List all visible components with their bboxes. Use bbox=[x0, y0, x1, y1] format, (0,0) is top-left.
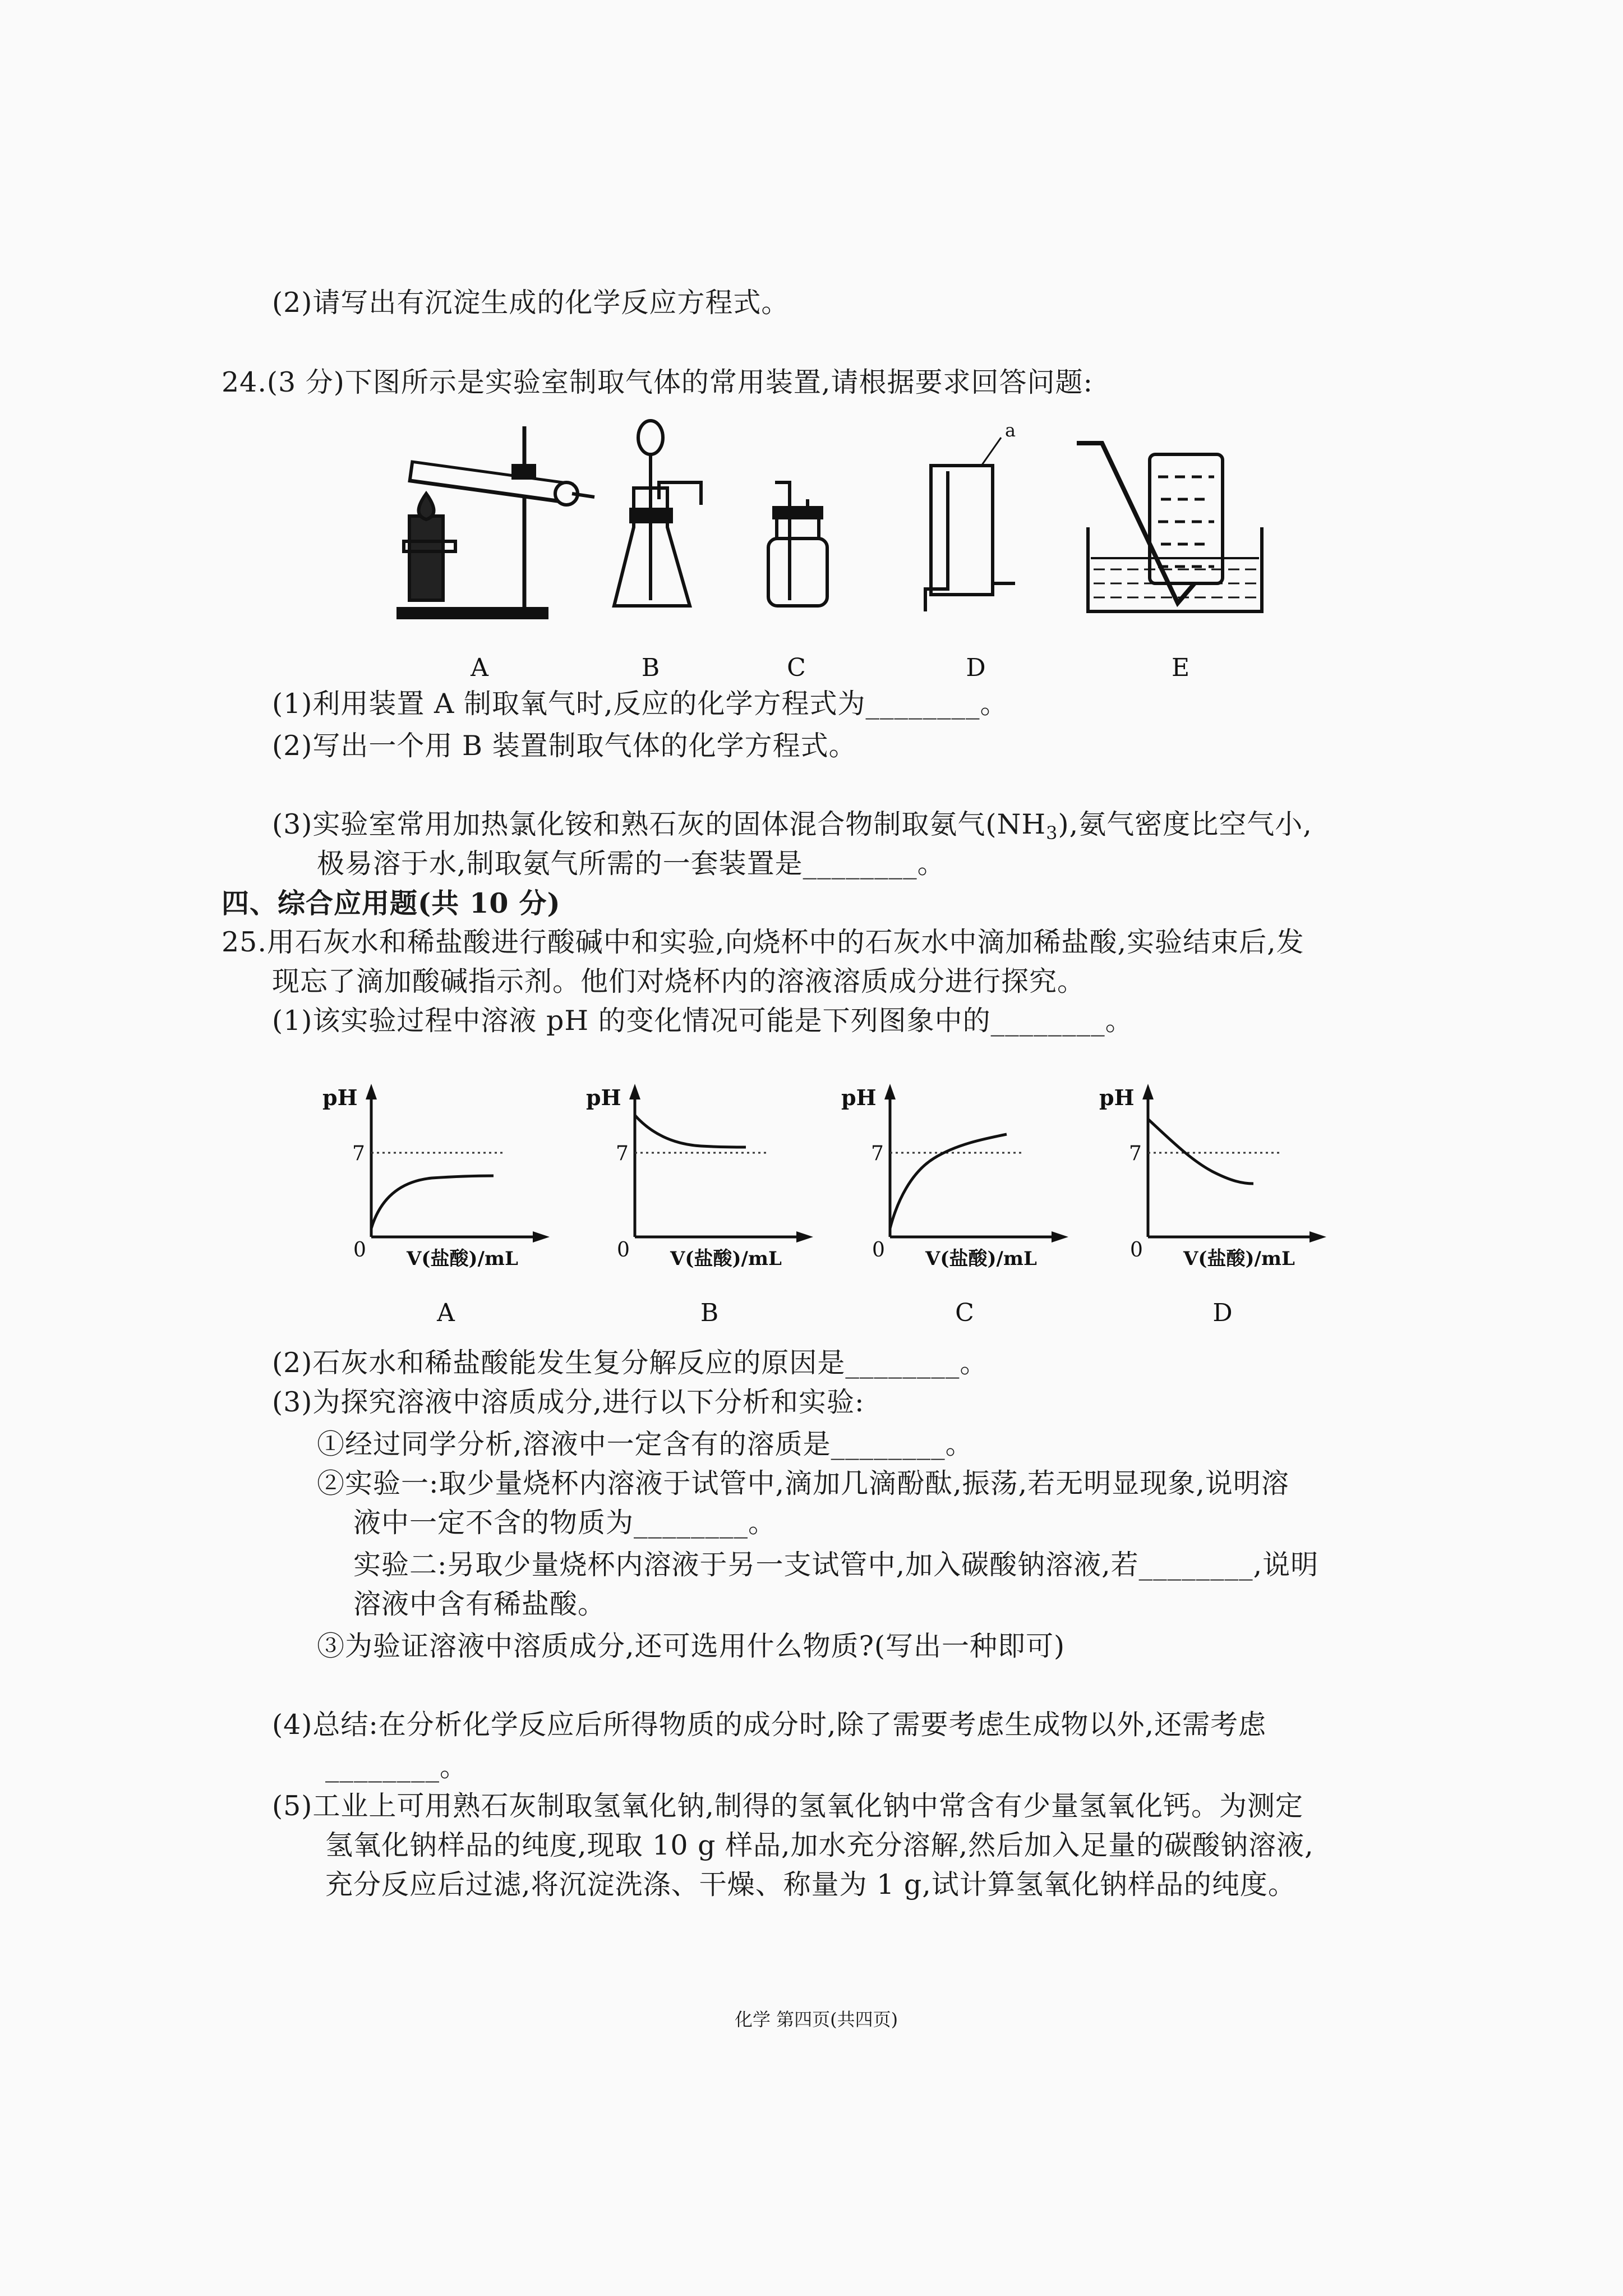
q23-part2: (2)请写出有沉淀生成的化学反应方程式。 bbox=[272, 287, 790, 319]
origin-label: 0 bbox=[1130, 1239, 1143, 1262]
graph-label: A bbox=[437, 1299, 455, 1327]
origin-label: 0 bbox=[872, 1239, 885, 1262]
apparatus-label-e: E bbox=[1171, 654, 1190, 682]
q25-part3: (3)为探究溶液中溶质成分,进行以下分析和实验: bbox=[272, 1386, 865, 1418]
apparatus-label-c: C bbox=[787, 654, 806, 682]
apparatus-b-drawing bbox=[614, 421, 701, 606]
apparatus-label-d: D bbox=[966, 654, 986, 682]
y-axis-arrow bbox=[366, 1084, 377, 1099]
section-heading: 四、综合应用题(共 10 分) bbox=[222, 887, 561, 919]
q25-part4-line1: (4)总结:在分析化学反应后所得物质的成分时,除了需要考虑生成物以外,还需考虑 bbox=[272, 1709, 1267, 1741]
apparatus-e-drawing bbox=[1077, 443, 1262, 611]
graph-label: C bbox=[955, 1299, 974, 1327]
y-axis-label: pH bbox=[322, 1085, 358, 1110]
x-axis-label: V(盐酸)/mL bbox=[670, 1248, 782, 1270]
graph-label: B bbox=[700, 1299, 719, 1327]
q25-part3-item2-line1: ②实验一:取少量烧杯内溶液于试管中,滴加几滴酚酞,振荡,若无明显现象,说明溶 bbox=[317, 1467, 1289, 1499]
apparatus-d-marker: a bbox=[1005, 420, 1016, 441]
ph-graph-d bbox=[1099, 1084, 1326, 1327]
q25-part3-item3: ③为验证溶液中溶质成分,还可选用什么物质?(写出一种即可) bbox=[317, 1630, 1066, 1662]
origin-label: 0 bbox=[617, 1239, 630, 1262]
q25-intro-line2: 现忘了滴加酸碱指示剂。他们对烧杯内的溶液溶质成分进行探究。 bbox=[272, 965, 1086, 997]
q24-part3-line2: 极易溶于水,制取氨气所需的一套装置是________。 bbox=[317, 848, 946, 880]
y-axis-label: pH bbox=[586, 1085, 621, 1110]
y-tick-7: 7 bbox=[616, 1142, 629, 1165]
y-axis-label: pH bbox=[1099, 1085, 1135, 1110]
q25-part3-item2-line2: 液中一定不含的物质为________。 bbox=[353, 1507, 777, 1539]
apparatus-a-drawing bbox=[398, 426, 594, 618]
q25-part3-item2-line4: 溶液中含有稀盐酸。 bbox=[353, 1588, 606, 1620]
y-axis-arrow bbox=[629, 1084, 640, 1099]
ph-graph-a bbox=[322, 1084, 550, 1327]
ph-curve bbox=[635, 1115, 746, 1147]
y-tick-7: 7 bbox=[352, 1142, 365, 1165]
ph-curve bbox=[890, 1134, 1007, 1228]
q25-part5-line3: 充分反应后过滤,将沉淀洗涤、干燥、称量为 1 g,试计算氢氧化钠样品的纯度。 bbox=[325, 1869, 1296, 1901]
graph-label: D bbox=[1212, 1299, 1233, 1327]
x-axis-label: V(盐酸)/mL bbox=[407, 1248, 518, 1270]
q25-part5-line1: (5)工业上可用熟石灰制取氢氧化钠,制得的氢氧化钠中常含有少量氢氧化钙。为测定 bbox=[272, 1790, 1303, 1822]
page-footer: 化学 第四页(共四页) bbox=[735, 2009, 898, 2030]
ph-curve bbox=[1148, 1119, 1253, 1184]
q25-intro-line1: 25.用石灰水和稀盐酸进行酸碱中和实验,向烧杯中的石灰水中滴加稀盐酸,实验结束后,发 bbox=[222, 926, 1304, 958]
q25-part3-item2-line3: 实验二:另取少量烧杯内溶液于另一支试管中,加入碳酸钠溶液,若________,说明 bbox=[353, 1549, 1319, 1581]
q25-part2: (2)石灰水和稀盐酸能发生复分解反应的原因是________。 bbox=[272, 1347, 988, 1379]
x-axis-arrow bbox=[1052, 1231, 1068, 1243]
q24-part2: (2)写出一个用 B 装置制取气体的化学方程式。 bbox=[272, 730, 857, 762]
y-tick-7: 7 bbox=[871, 1142, 884, 1165]
x-axis-label: V(盐酸)/mL bbox=[1183, 1248, 1295, 1270]
y-axis-arrow bbox=[1142, 1084, 1154, 1099]
x-axis-arrow bbox=[1310, 1231, 1326, 1243]
q25-part4-line2: ________。 bbox=[325, 1751, 468, 1783]
ph-graph-c bbox=[841, 1084, 1068, 1327]
q24-part3-line1: (3)实验室常用加热氯化铵和熟石灰的固体混合物制取氨气$(NH_3)$,氨气密度比空气小, bbox=[272, 808, 1312, 844]
x-axis-arrow bbox=[533, 1231, 550, 1243]
apparatus-label-a: A bbox=[471, 654, 488, 682]
apparatus-d-drawing bbox=[925, 438, 1015, 611]
x-axis-label: V(盐酸)/mL bbox=[925, 1248, 1037, 1270]
ph-curve bbox=[371, 1176, 494, 1228]
q24-part1: (1)利用装置 A 制取氧气时,反应的化学方程式为________。 bbox=[272, 688, 1008, 720]
apparatus-label-b: B bbox=[641, 654, 660, 682]
q25-part5-line2: 氢氧化钠样品的纯度,现取 10 g 样品,加水充分溶解,然后加入足量的碳酸钠溶液, bbox=[325, 1829, 1314, 1861]
ph-graph-b bbox=[586, 1084, 813, 1327]
origin-label: 0 bbox=[353, 1239, 366, 1262]
y-axis-label: pH bbox=[841, 1085, 877, 1110]
x-axis-arrow bbox=[796, 1231, 813, 1243]
apparatus-c-drawing bbox=[768, 482, 827, 606]
ph-graphs-figure bbox=[303, 1066, 1368, 1341]
apparatus-figure bbox=[387, 415, 1273, 684]
q24-heading: 24.(3 分)下图所示是实验室制取气体的常用装置,请根据要求回答问题: bbox=[222, 366, 1093, 398]
y-tick-7: 7 bbox=[1129, 1142, 1142, 1165]
q25-part1: (1)该实验过程中溶液 pH 的变化情况可能是下列图象中的________。 bbox=[272, 1005, 1133, 1037]
y-axis-arrow bbox=[884, 1084, 896, 1099]
q25-part3-item1: ①经过同学分析,溶液中一定含有的溶质是________。 bbox=[317, 1428, 974, 1460]
